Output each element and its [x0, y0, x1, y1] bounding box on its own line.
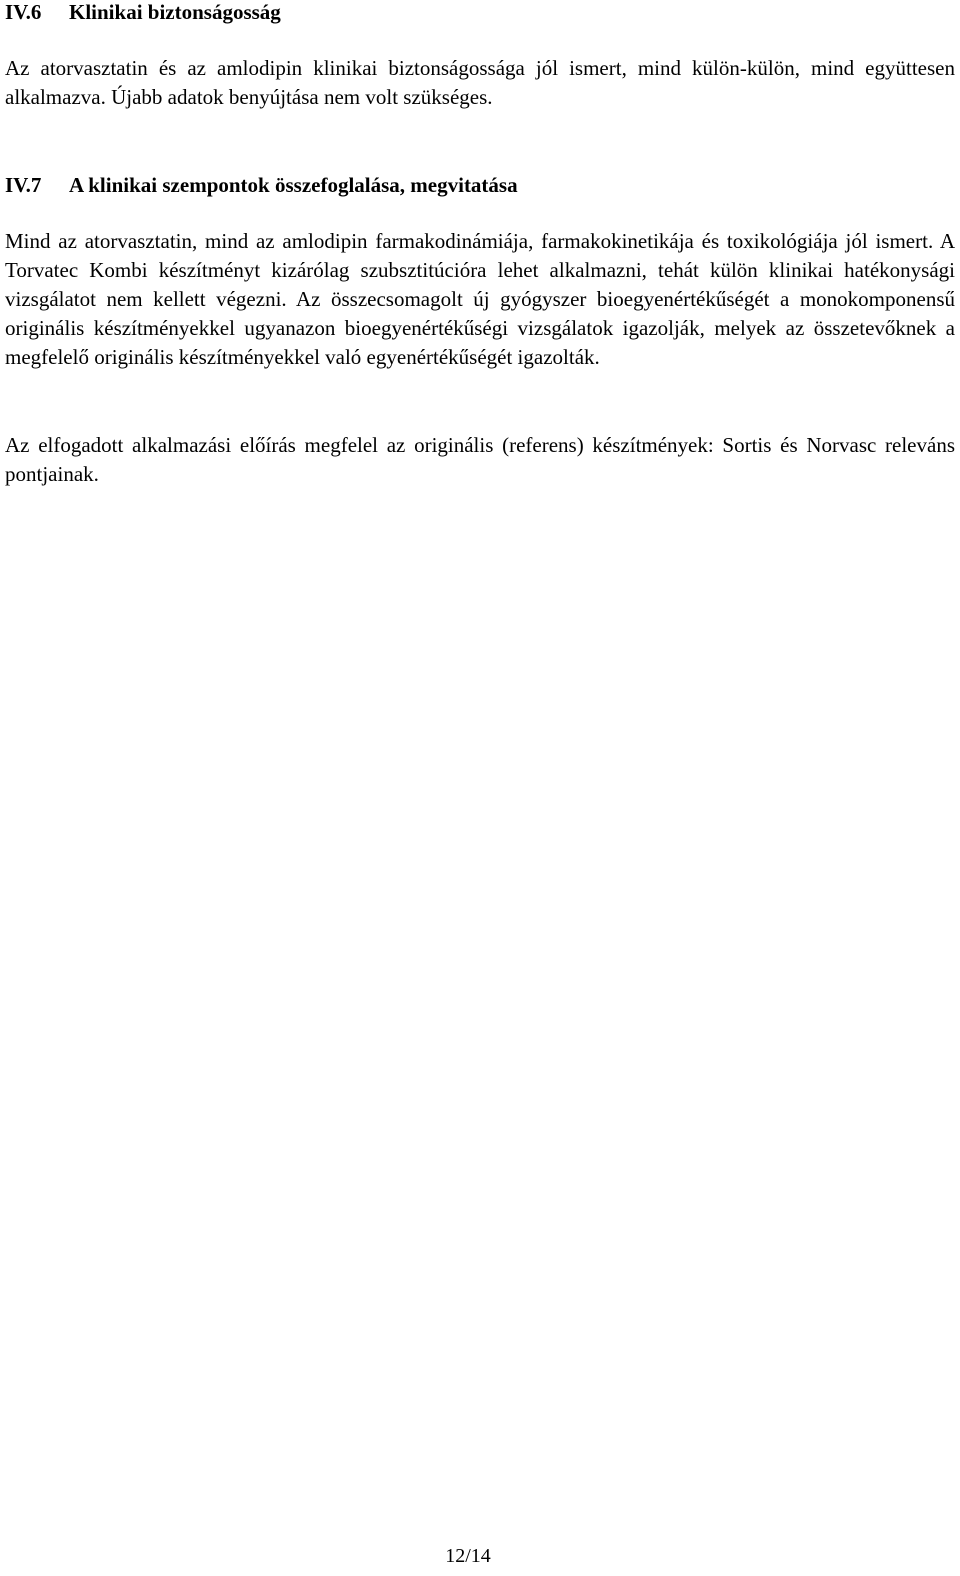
section-iv7-paragraph-1: Mind az atorvasztatin, mind az amlodipin farmakodinámiája, farmakokinetikája és toxikológiája jól ismert. A Torvatec Kombi készítményt kizárólag szubsztitúcióra lehet alkalmazni, tehát külön klinikai hatékonysági vizsgálatot nem kellett végezni. Az összecsomagolt új gyógyszer bioegyenértékűségét a monokomponensű originális készítményekkel ugyanazon bioegyenértékűségi vizsgálatok igazolják, melyek az összetevőknek a megfelelő originális készítményekkel való egyenértékűségét igazolták. [5, 229, 955, 369]
section-iv6-paragraph: Az atorvasztatin és az amlodipin klinikai biztonságossága jól ismert, mind külön-külön, mind együttesen alkalmazva. Újabb adatok benyújtása nem volt szükséges. [5, 56, 955, 109]
page-number: 12/14 [445, 1545, 491, 1567]
section-heading-iv6 [5, 0, 281, 27]
section-title: Klinikai biztonságosság [69, 0, 281, 24]
section-number: IV.7 [5, 173, 42, 197]
section-iv7-paragraph-2: Az elfogadott alkalmazási előírás megfelel az originális (referens) készítmények: Sortis és Norvasc releváns pontjainak. [5, 433, 955, 486]
section-number: IV.6 [5, 0, 42, 24]
section-title: A klinikai szempontok összefoglalása, megvitatása [69, 173, 518, 197]
section-heading-iv7 [5, 171, 518, 200]
